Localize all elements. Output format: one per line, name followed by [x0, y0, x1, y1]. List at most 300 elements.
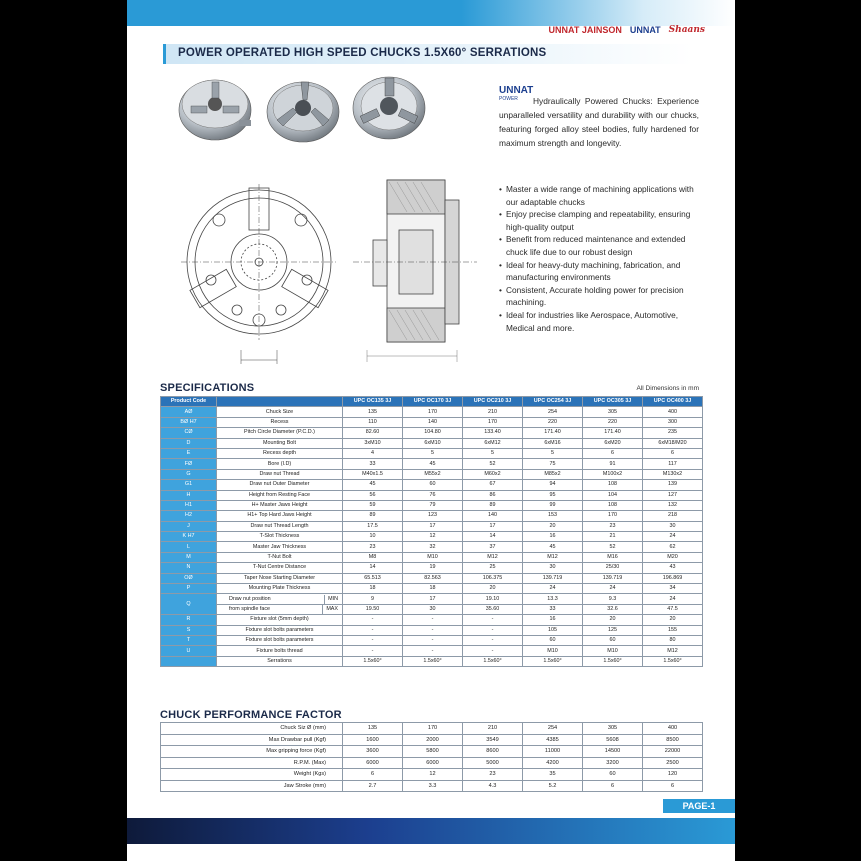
draw-nut-limit: MIN: [324, 595, 341, 604]
spec-value-cell: 24: [643, 594, 703, 604]
spec-value-cell: 140: [463, 511, 523, 521]
spec-value-cell: 104.80: [403, 428, 463, 438]
spec-row: [161, 500, 703, 510]
spec-value-cell: 170: [403, 407, 463, 417]
performance-value-cell: 254: [523, 723, 583, 735]
spec-row: [161, 552, 703, 562]
spec-value-cell: 3xM10: [343, 438, 403, 448]
spec-code-cell: H: [161, 490, 217, 500]
performance-value-cell: 5000: [463, 757, 523, 769]
performance-value-cell: 6: [583, 780, 643, 792]
draw-nut-limit: MAX: [322, 605, 341, 614]
performance-value-cell: 8600: [463, 746, 523, 758]
spec-value-cell: 1.5x60°: [583, 656, 643, 666]
spec-code-cell: L: [161, 542, 217, 552]
feature-bullet: • Benefit from reduced maintenance and extended chuck life due to our robust design: [499, 233, 704, 258]
performance-row: [161, 734, 703, 746]
brand-logos: [549, 22, 706, 38]
spec-value-cell: 196.869: [643, 573, 703, 583]
spec-value-cell: 6xM12: [463, 438, 523, 448]
spec-desc-cell: [217, 594, 343, 604]
spec-code-cell: G: [161, 469, 217, 479]
performance-value-cell: 8500: [643, 734, 703, 746]
spec-code-cell: K H7: [161, 532, 217, 542]
spec-value-cell: 400: [643, 407, 703, 417]
performance-value-cell: 5.2: [523, 780, 583, 792]
spec-value-cell: -: [403, 646, 463, 656]
performance-row: [161, 769, 703, 781]
spec-value-cell: 17: [403, 594, 463, 604]
spec-code-cell: H2: [161, 511, 217, 521]
spec-value-cell: 6xM20: [583, 438, 643, 448]
spec-value-cell: 1.5x60°: [643, 656, 703, 666]
spec-row: [161, 625, 703, 635]
performance-value-cell: 400: [643, 723, 703, 735]
spec-desc-cell: Fixture slot bolts parameters: [217, 625, 343, 635]
bottom-color-band: [127, 818, 735, 844]
spec-value-cell: -: [343, 646, 403, 656]
spec-value-cell: 20: [523, 521, 583, 531]
spec-value-cell: M40x1.5: [343, 469, 403, 479]
feature-bullet: • Enjoy precise clamping and repeatability, ensuring high-quality output: [499, 208, 704, 233]
performance-value-cell: 3.3: [403, 780, 463, 792]
specifications-heading: SPECIFICATIONS: [160, 382, 255, 394]
spec-header-row: [161, 397, 703, 407]
spec-value-cell: 139.719: [523, 573, 583, 583]
performance-value-cell: 12: [403, 769, 463, 781]
spec-value-cell: 210: [463, 407, 523, 417]
performance-value-cell: 14500: [583, 746, 643, 758]
spec-value-cell: 45: [343, 480, 403, 490]
spec-value-cell: -: [463, 625, 523, 635]
spec-desc-cell: Draw nut Thread Length: [217, 521, 343, 531]
spec-row: [161, 480, 703, 490]
dimensions-note: All Dimensions in mm: [636, 385, 699, 392]
spec-value-cell: M100x2: [583, 469, 643, 479]
specifications-table: [160, 396, 703, 667]
spec-value-cell: 32.6: [583, 604, 643, 614]
spec-row: [161, 521, 703, 531]
spec-value-cell: 104: [583, 490, 643, 500]
spec-code-cell: FØ: [161, 459, 217, 469]
spec-value-cell: 132: [643, 500, 703, 510]
spec-code-cell: R: [161, 615, 217, 625]
spec-value-cell: 62: [643, 542, 703, 552]
model-header: UPC OC400 3J: [643, 397, 703, 407]
spec-value-cell: 155: [643, 625, 703, 635]
spec-value-cell: 24: [583, 584, 643, 594]
spec-value-cell: M10: [583, 646, 643, 656]
performance-value-cell: 3549: [463, 734, 523, 746]
spec-value-cell: 56: [343, 490, 403, 500]
spec-value-cell: M20: [643, 552, 703, 562]
spec-value-cell: 135: [343, 407, 403, 417]
unnat-power-logo: UNNAT: [629, 25, 661, 35]
spec-value-cell: 89: [463, 500, 523, 510]
spec-desc-cell: Taper Nose Starting Diameter: [217, 573, 343, 583]
performance-value-cell: 35: [523, 769, 583, 781]
spec-value-cell: -: [463, 635, 523, 645]
spec-desc-cell: T-Slot Thickness: [217, 532, 343, 542]
spec-desc-cell: Recess: [217, 417, 343, 427]
spec-row: [161, 615, 703, 625]
spec-row: [161, 469, 703, 479]
spec-desc-cell: Bore (I.D): [217, 459, 343, 469]
performance-value-cell: 2500: [643, 757, 703, 769]
spec-value-cell: 117: [643, 459, 703, 469]
spec-value-cell: 6: [643, 448, 703, 458]
model-header: UPC OC254 3J: [523, 397, 583, 407]
spec-value-cell: 17: [463, 521, 523, 531]
performance-value-cell: 120: [643, 769, 703, 781]
performance-value-cell: 210: [463, 723, 523, 735]
spec-value-cell: 18: [343, 584, 403, 594]
spec-value-cell: 80: [643, 635, 703, 645]
spec-row: [161, 417, 703, 427]
feature-bullet: • Consistent, Accurate holding power for precision machining.: [499, 284, 704, 309]
spec-desc-cell: H+ Master Jaws Height: [217, 500, 343, 510]
spec-value-cell: 37: [463, 542, 523, 552]
spec-value-cell: 33: [343, 459, 403, 469]
performance-value-cell: 6000: [403, 757, 463, 769]
spec-value-cell: 1.5x60°: [403, 656, 463, 666]
performance-value-cell: 6000: [343, 757, 403, 769]
spec-row: [161, 584, 703, 594]
spec-value-cell: 127: [643, 490, 703, 500]
performance-value-cell: 4.3: [463, 780, 523, 792]
spec-value-cell: 91: [583, 459, 643, 469]
spec-value-cell: 20: [643, 615, 703, 625]
spec-code-cell: N: [161, 563, 217, 573]
performance-value-cell: 5800: [403, 746, 463, 758]
spec-code-cell: G1: [161, 480, 217, 490]
spec-value-cell: -: [403, 635, 463, 645]
spec-value-cell: 16: [523, 532, 583, 542]
spec-value-cell: -: [463, 615, 523, 625]
performance-value-cell: 60: [583, 769, 643, 781]
spec-value-cell: 76: [403, 490, 463, 500]
chuck-photo-1: [175, 70, 255, 144]
spec-row: [161, 573, 703, 583]
feature-bullet: • Master a wide range of machining applications with our adaptable chucks: [499, 183, 704, 208]
spec-value-cell: 14: [343, 563, 403, 573]
spec-value-cell: 220: [583, 417, 643, 427]
product-code-header: Product Code: [161, 397, 217, 407]
spec-value-cell: 79: [403, 500, 463, 510]
spec-value-cell: 60: [403, 480, 463, 490]
spec-value-cell: 18: [403, 584, 463, 594]
spec-value-cell: 139.719: [583, 573, 643, 583]
performance-value-cell: 6: [643, 780, 703, 792]
spec-value-cell: 170: [463, 417, 523, 427]
spec-value-cell: 6xM18/M20: [643, 438, 703, 448]
spec-value-cell: 19: [403, 563, 463, 573]
spec-value-cell: 106.375: [463, 573, 523, 583]
spec-value-cell: 30: [403, 604, 463, 614]
spec-value-cell: -: [403, 615, 463, 625]
spec-value-cell: 47.5: [643, 604, 703, 614]
spec-code-cell: U: [161, 646, 217, 656]
performance-value-cell: 3600: [343, 746, 403, 758]
spec-code-cell: Q: [161, 594, 217, 615]
spec-value-cell: 17: [403, 521, 463, 531]
performance-desc-cell: Jaw Stroke (mm): [161, 780, 343, 792]
spec-desc-cell: Height from Resting Face: [217, 490, 343, 500]
spec-value-cell: M12: [523, 552, 583, 562]
spec-value-cell: M10: [403, 552, 463, 562]
spec-value-cell: 17.5: [343, 521, 403, 531]
spec-value-cell: 6: [583, 448, 643, 458]
spec-value-cell: 30: [643, 521, 703, 531]
performance-value-cell: 4385: [523, 734, 583, 746]
spec-value-cell: 300: [643, 417, 703, 427]
spec-code-cell: D: [161, 438, 217, 448]
spec-value-cell: 35.60: [463, 604, 523, 614]
spec-row: [161, 563, 703, 573]
spec-code-cell: OØ: [161, 573, 217, 583]
spec-value-cell: M12: [643, 646, 703, 656]
spec-value-cell: 45: [523, 542, 583, 552]
spec-value-cell: 16: [523, 615, 583, 625]
performance-value-cell: 6: [343, 769, 403, 781]
spec-value-cell: 20: [583, 615, 643, 625]
chuck-side-section-drawing: [347, 170, 482, 370]
performance-desc-cell: Max Drawbar pull (Kgf): [161, 734, 343, 746]
spec-value-cell: M10: [523, 646, 583, 656]
spec-value-cell: 1.5x60°: [463, 656, 523, 666]
spec-desc-cell: H1+ Top Hard Jaws Height: [217, 511, 343, 521]
spec-row: [161, 656, 703, 666]
spec-value-cell: 108: [583, 480, 643, 490]
spec-code-cell: T: [161, 635, 217, 645]
spec-value-cell: 25/30: [583, 563, 643, 573]
spec-value-cell: 123: [403, 511, 463, 521]
spec-value-cell: 105: [523, 625, 583, 635]
spec-desc-cell: Fixture slot bolts parameters: [217, 635, 343, 645]
spec-code-cell: J: [161, 521, 217, 531]
spec-value-cell: 20: [463, 584, 523, 594]
spec-row: [161, 428, 703, 438]
spec-code-cell: AØ: [161, 407, 217, 417]
brochure-page: [127, 0, 735, 861]
spec-value-cell: 86: [463, 490, 523, 500]
spec-value-cell: -: [343, 635, 403, 645]
performance-value-cell: 170: [403, 723, 463, 735]
spec-code-cell: BØ H7: [161, 417, 217, 427]
feature-bullet: • Ideal for heavy-duty machining, fabrication, and manufacturing environments: [499, 259, 704, 284]
performance-value-cell: 4200: [523, 757, 583, 769]
spec-value-cell: M16: [583, 552, 643, 562]
spec-value-cell: -: [343, 615, 403, 625]
spec-value-cell: 89: [343, 511, 403, 521]
spec-code-cell: P: [161, 584, 217, 594]
spec-value-cell: 23: [583, 521, 643, 531]
performance-row: [161, 746, 703, 758]
spec-value-cell: 13.3: [523, 594, 583, 604]
performance-desc-cell: Weight (Kgs): [161, 769, 343, 781]
spec-value-cell: 110: [343, 417, 403, 427]
spec-value-cell: 95: [523, 490, 583, 500]
spec-desc-cell: [217, 604, 343, 614]
spec-value-cell: 12: [403, 532, 463, 542]
spec-value-cell: 30: [523, 563, 583, 573]
spec-code-cell: S: [161, 625, 217, 635]
spec-row: [161, 490, 703, 500]
spec-desc-cell: Chuck Size: [217, 407, 343, 417]
performance-value-cell: 23: [463, 769, 523, 781]
spec-value-cell: 6xM16: [523, 438, 583, 448]
spec-row: [161, 594, 703, 604]
spec-desc-cell: Draw nut Thread: [217, 469, 343, 479]
performance-desc-cell: Chuck Siz Ø (mm): [161, 723, 343, 735]
spec-value-cell: 125: [583, 625, 643, 635]
spec-value-cell: 34: [643, 584, 703, 594]
spec-desc-cell: T-Nut Bolt: [217, 552, 343, 562]
spec-row: [161, 438, 703, 448]
spec-value-cell: M85x2: [523, 469, 583, 479]
spec-value-cell: 305: [583, 407, 643, 417]
spec-row: [161, 407, 703, 417]
spec-value-cell: 9.3: [583, 594, 643, 604]
spec-value-cell: 108: [583, 500, 643, 510]
feature-bullet: • Ideal for industries like Aerospace, Automotive, Medical and more.: [499, 309, 704, 334]
performance-desc-cell: Max gripping force (Kgf): [161, 746, 343, 758]
spec-desc-cell: Draw nut Outer Diameter: [217, 480, 343, 490]
spec-value-cell: 170: [583, 511, 643, 521]
chuck-photo-2: [263, 72, 343, 146]
intro-paragraph: Hydraulically Powered Chucks: Experience unparalleled versatility and durability with our chucks, featuring forged alloy steel bodies, fully hardened for maximum strength and longevity.: [499, 96, 699, 148]
spec-value-cell: 33: [523, 604, 583, 614]
performance-table: [160, 722, 703, 792]
spec-value-cell: 4: [343, 448, 403, 458]
spec-code-cell: CØ: [161, 428, 217, 438]
page-number-tag: PAGE-1: [663, 799, 735, 813]
spec-desc-cell: T-Nut Centre Distance: [217, 563, 343, 573]
spec-value-cell: 52: [463, 459, 523, 469]
spec-code-cell: E: [161, 448, 217, 458]
spec-value-cell: -: [463, 646, 523, 656]
spec-row: [161, 459, 703, 469]
spec-value-cell: 60: [523, 635, 583, 645]
spec-value-cell: 75: [523, 459, 583, 469]
spec-value-cell: 94: [523, 480, 583, 490]
spec-value-cell: M130x2: [643, 469, 703, 479]
spec-value-cell: 220: [523, 417, 583, 427]
performance-value-cell: 3200: [583, 757, 643, 769]
performance-value-cell: 2000: [403, 734, 463, 746]
spec-row: [161, 511, 703, 521]
spec-row: [161, 604, 703, 614]
draw-nut-label: from spindle face: [229, 606, 271, 612]
performance-desc-cell: R.P.M. (Max): [161, 757, 343, 769]
spec-value-cell: 6xM10: [403, 438, 463, 448]
spec-value-cell: 23: [343, 542, 403, 552]
spec-code-cell: [161, 656, 217, 666]
description-header: [217, 397, 343, 407]
performance-value-cell: 135: [343, 723, 403, 735]
spec-desc-cell: Fixture slot (5mm depth): [217, 615, 343, 625]
shaans-logo: Shaans: [668, 25, 705, 35]
spec-row: [161, 542, 703, 552]
spec-code-cell: M: [161, 552, 217, 562]
spec-value-cell: 43: [643, 563, 703, 573]
chuck-front-view-drawing: [171, 170, 336, 370]
spec-value-cell: 24: [643, 532, 703, 542]
spec-value-cell: 153: [523, 511, 583, 521]
spec-value-cell: 1.5x60°: [343, 656, 403, 666]
feature-bullets: [499, 183, 704, 334]
performance-value-cell: 11000: [523, 746, 583, 758]
spec-value-cell: 14: [463, 532, 523, 542]
spec-value-cell: 5: [403, 448, 463, 458]
chuck-photo-3: [349, 70, 429, 144]
spec-row: [161, 532, 703, 542]
model-header: UPC OC135 3J: [343, 397, 403, 407]
spec-value-cell: M55x2: [403, 469, 463, 479]
model-header: UPC OC305 3J: [583, 397, 643, 407]
spec-value-cell: M8: [343, 552, 403, 562]
spec-value-cell: 65.513: [343, 573, 403, 583]
spec-code-cell: H1: [161, 500, 217, 510]
performance-value-cell: 5608: [583, 734, 643, 746]
spec-value-cell: 32: [403, 542, 463, 552]
spec-desc-cell: Pitch Circle Diameter (P.C.D.): [217, 428, 343, 438]
spec-value-cell: 1.5x60°: [523, 656, 583, 666]
power-mark-text: POWER: [499, 96, 518, 102]
spec-value-cell: 133.40: [463, 428, 523, 438]
model-header: UPC OC170 3J: [403, 397, 463, 407]
performance-value-cell: 1600: [343, 734, 403, 746]
spec-desc-cell: Master Jaw Thickness: [217, 542, 343, 552]
spec-value-cell: M60x2: [463, 469, 523, 479]
spec-value-cell: 19.10: [463, 594, 523, 604]
spec-value-cell: 60: [583, 635, 643, 645]
page-title: POWER OPERATED HIGH SPEED CHUCKS 1.5X60° SERRATIONS: [178, 47, 547, 59]
spec-value-cell: 235: [643, 428, 703, 438]
spec-value-cell: 24: [523, 584, 583, 594]
page-title-bar: [163, 44, 693, 64]
spec-value-cell: 5: [463, 448, 523, 458]
spec-value-cell: 19.50: [343, 604, 403, 614]
spec-value-cell: 59: [343, 500, 403, 510]
spec-row: [161, 646, 703, 656]
unnat-mark-text: UNNAT: [499, 85, 534, 96]
spec-value-cell: 52: [583, 542, 643, 552]
spec-value-cell: 21: [583, 532, 643, 542]
performance-value-cell: 305: [583, 723, 643, 735]
spec-value-cell: 5: [523, 448, 583, 458]
performance-row: [161, 757, 703, 769]
spec-desc-cell: Fixture bolts thread: [217, 646, 343, 656]
spec-value-cell: 25: [463, 563, 523, 573]
performance-value-cell: 22000: [643, 746, 703, 758]
unnat-jainson-logo: UNNAT JAINSON: [548, 25, 622, 35]
spec-desc-cell: Serrations: [217, 656, 343, 666]
spec-value-cell: M12: [463, 552, 523, 562]
spec-value-cell: 9: [343, 594, 403, 604]
spec-value-cell: 139: [643, 480, 703, 490]
performance-row: [161, 723, 703, 735]
spec-value-cell: 171.40: [583, 428, 643, 438]
spec-desc-cell: Mounting Plate Thickness: [217, 584, 343, 594]
spec-value-cell: 171.40: [523, 428, 583, 438]
spec-value-cell: 99: [523, 500, 583, 510]
spec-value-cell: 218: [643, 511, 703, 521]
spec-value-cell: 67: [463, 480, 523, 490]
spec-value-cell: -: [343, 625, 403, 635]
spec-value-cell: 254: [523, 407, 583, 417]
performance-row: [161, 780, 703, 792]
